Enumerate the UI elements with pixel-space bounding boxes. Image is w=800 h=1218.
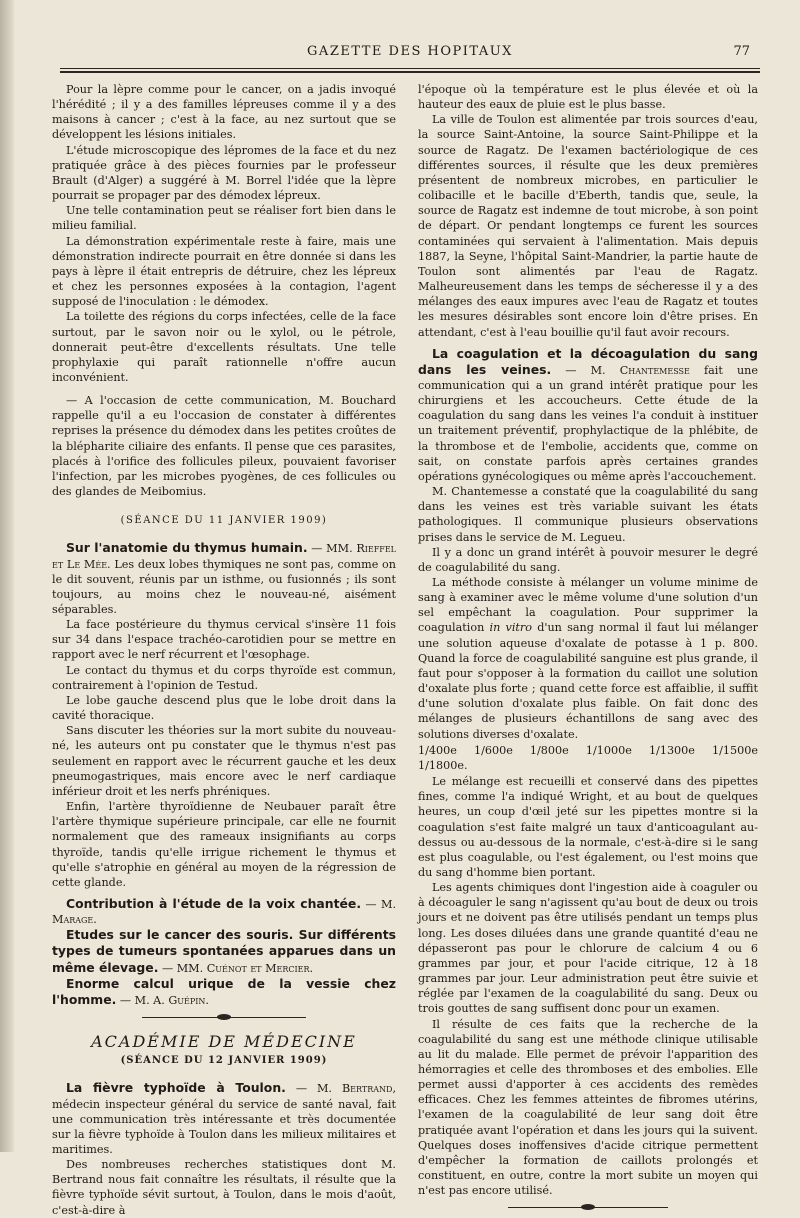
paragraph: Une telle contamination peut se réaliser fort bien dans le milieu familial. bbox=[52, 204, 396, 233]
session-date: (SÉANCE DU 12 JANVIER 1909) bbox=[120, 1055, 328, 1067]
paragraph: L'étude microscopique des lépromes de la face et du nez pratiquée grâce à des pièces fournies par le professeur Brault (d'Alger) a suggéré à M. Borrel l'idée que la lèpre pourrait se propager par des démodex lépreux. bbox=[52, 143, 396, 203]
header-rule-thick bbox=[60, 71, 760, 73]
paragraph: Il résulte de ces faits que la recherche de la coagulabilité du sang est une méthode clinique utilisable au lit du malade. Elle permet de prévoir l'apparition des hémorragies et celle des thromboses et des embolies. Elle permet aussi d'apporter à ces accidents des remèdes efficaces. Chez les femmes atteintes de fibromes utérins, l'examen de la coagulabilité de leur sang doit être pratiquée avant l'opération et dans les jours qui la suivent. Quelques doses inoffensives d'acide citrique permettent d'empêcher la formation de caillots prolongés et constituent, en outre, contre la mort subite un moyen qui n'est pas encore utilisé. bbox=[418, 1017, 758, 1198]
dilution-list: 1/400e 1/600e 1/800e 1/1000e 1/1300e 1/1500e 1/1800e. bbox=[418, 743, 758, 772]
paragraph: La ville de Toulon est alimentée par trois sources d'eau, la source Saint-Antoine, la source Saint-Philippe et la source de Ragatz. De l'examen bactériologique de ces différentes sources, il résulte que les deux premières présentent de nombreux microbes, en particulier le colibacille et le bacille d'Eberth, tandis que, seule, la source de Ragatz est indemne de tout microbe, à son point de départ. Or pendant longtemps ce furent les sources contaminées qui servaient à l'alimentation. Mais depuis 1887, la Seyne, l'hôpital Saint-Mandrier, la partie haute de Toulon sont alimentés par l'eau de Ragatz. Malheureusement dans les temps de sécheresse il y a des mélanges des eaux impures avec l'eau de Ragatz et toutes les mesures désirables sont encore loin d'être prises. En attendant, c'est à l'eau bouillie qu'il faut avoir recours. bbox=[418, 113, 758, 339]
paragraph: M. Chantemesse a constaté que la coagulabilité du sang dans les veines est très variable suivant les états pathologiques. Il communique plusieurs observations prises dans le service de M. Legueu. bbox=[418, 485, 758, 544]
paragraph: Pour la lèpre comme pour le cancer, on a jadis invoqué l'hérédité ; il y a des familles lépreuses comme il y a des maisons à cancer ; c'est à la face, au nez surtout que se développent les lésions initiales. bbox=[52, 83, 396, 142]
article-souris bbox=[52, 927, 396, 975]
text-italic: in vitro bbox=[489, 621, 533, 635]
paragraph: La démonstration expérimentale reste à faire, mais une démonstration indirecte pourrait en être donnée si dans les pays à lèpre il était entrepris de détruire, chez les lépreux et chez les personnes exposées à la contagion, l'agent supposé de l'inoculation : le démodex. bbox=[52, 234, 396, 309]
session-date: (SÉANCE DU 11 JANVIER 1909) bbox=[120, 515, 328, 527]
paragraph: Le mélange est recueilli et conservé dans des pipettes fines, comme l'a indiqué Wright, et au bout de quelques heures, un coup d'œil jeté sur les pipettes montre si la coagulation s'est faite malgré un taux d'anticoagulant au-dessus ou au-dessous de la normale, c'est-à-dire si le sang est plus coagulable, ou l'est également, ou l'est moins que du sang d'homme bien portant. bbox=[418, 775, 758, 879]
article-voice bbox=[52, 896, 396, 927]
page-header bbox=[60, 44, 760, 64]
text-run: La méthode consiste à mélanger un volume minime de sang à examiner avec le même volume d'une solution d'un sel empêchant la coagulation. Pour supprimer la coagulation bbox=[418, 576, 758, 635]
article-authors: — MM. Rieffel et Le Mée. bbox=[52, 542, 396, 571]
page-binding-edge bbox=[0, 0, 14, 1152]
article-coagulation bbox=[418, 346, 758, 484]
right-column bbox=[418, 82, 758, 1218]
article-authors: — MM. Cuénot et Mercier. bbox=[158, 961, 314, 975]
article-thymus bbox=[52, 540, 396, 617]
section-title: ACADÉMIE DE MÉDECINE bbox=[91, 1032, 357, 1052]
article-heading: La coagulation et la décoagulation du sang dans les veines. bbox=[418, 345, 758, 377]
paragraph: Il y a donc un grand intérêt à pouvoir mesurer le degré de coagulabilité du sang. bbox=[418, 545, 758, 574]
page-number: 77 bbox=[733, 44, 750, 59]
paragraph: La toilette des régions du corps infectées, celle de la face surtout, par le savon noir ou le xylol, ou le pétrole, donnerait peut-être d'excellents résultats. Une telle prophylaxie qui paraît rationnelle n'offre aucun inconvénient. bbox=[52, 310, 396, 384]
section-divider bbox=[418, 1202, 758, 1214]
article-heading: Contribution à l'étude de la voix chantée. bbox=[66, 895, 362, 911]
article-authors: — M. Marage. bbox=[52, 897, 396, 927]
paragraph: l'époque où la température est le plus élevée et où la hauteur des eaux de pluie est le plus basse. bbox=[418, 83, 758, 112]
article-authors: — M. A. Guépin. bbox=[116, 993, 209, 1007]
article-text: fait une communication qui a un grand intérêt pratique pour les chirurgiens et les accoucheurs. Cette étude de la coagulation du sang dans les veines l'a conduit à instituer un traitement préventif, prophylactique de la phlébite, de la thrombose et de l'embolie, accidents que, comme on sait, on constate parfois après certaines grandes opérations gynécologiques ou même après l'accouchement. bbox=[418, 363, 758, 483]
paragraph: Le lobe gauche descend plus que le lobe droit dans la cavité thoracique. bbox=[52, 693, 396, 723]
paragraph: Le contact du thymus et du corps thyroïde est commun, contrairement à l'opinion de Testud. bbox=[52, 663, 396, 692]
section-divider bbox=[52, 1012, 396, 1024]
paragraph: Les agents chimiques dont l'ingestion aide à coaguler ou à décoaguler le sang n'agissent qu'au bout de deux ou trois jours et ne doivent pas être utilisés pendant un temps plus long. Les doses diluées dans une grande quantité d'eau ne dépasseront pas pour le chlorure de calcium 4 ou 6 grammes par jour, et pour l'acide citrique, 12 à 18 grammes par jour. Leur administration peut être suivie et réglée par l'examen de la coagulabilité du sang. Deux ou trois gouttes de sang suffisent donc pour un examen. bbox=[418, 881, 758, 1016]
article-text: Les deux lobes thymiques ne sont pas, comme on le dit souvent, réunis par un isthme, ou fusionnés ; ils sont toujours, au moins chez le nouveau-né, aisément séparables. bbox=[52, 557, 396, 616]
article-heading: Enorme calcul urique de la vessie chez l'homme. bbox=[52, 975, 396, 1007]
article-heading: La fièvre typhoïde à Toulon. bbox=[66, 1080, 286, 1096]
article-typhoid bbox=[52, 1080, 396, 1157]
paragraph: — A l'occasion de cette communication, M. Bouchard rappelle qu'il a eu l'occasion de constater à différentes reprises la présence du démodex dans les petites croûtes de la blépharite ciliaire des enfants. Il pense que ces parasites, placés à l'orifice des follicules pileux, pouvaient favoriser l'infection, par les microbes pyogènes, de ces follicules ou des glandes de Meibomius. bbox=[52, 394, 396, 499]
paragraph bbox=[418, 575, 758, 742]
article-authors: — M. Bertrand, bbox=[285, 1082, 397, 1096]
paragraph: Sans discuter les théories sur la mort subite du nouveau-né, les auteurs ont pu constater que le thymus n'est pas seulement en rapport avec le récurrent gauche et les deux pneumogastriques, mais encore avec le nerf cardiaque inférieur droit et les nerfs phréniques. bbox=[52, 724, 396, 798]
article-heading: Sur l'anatomie du thymus humain. bbox=[66, 540, 308, 556]
paragraph: La face postérieure du thymus cervical s'insère 11 fois sur 34 dans l'espace trachéo-carotidien pour se mettre en rapport avec le nerf récurrent et l'œsophage. bbox=[52, 618, 396, 662]
header-rule-thin bbox=[60, 68, 760, 69]
article-authors: — M. Chantemesse bbox=[551, 363, 690, 377]
article-text: médecin inspecteur général du service de santé naval, fait une communication très intéressante et très documentée sur la fièvre typhoïde à Toulon dans les milieux militaires et maritimes. bbox=[52, 1097, 396, 1156]
text-run: d'un sang normal il faut lui mélanger une solution aqueuse d'oxalate de potasse à 1 p. 800. Quand la force de coagulabilité sanguine est plus grande, il faut pour s'opposer à la formation du caillot une solution d'oxalate plus forte ; quand cette force est affaiblie, il suffit d'une solution d'oxalate plus faible. On fait donc des mélanges de plusieurs échantillons de sang avec des solutions diverses d'oxalate. bbox=[418, 621, 758, 741]
paragraph: Des nombreuses recherches statistiques dont M. Bertrand nous fait connaître les résultats, il résulte que la fièvre typhoïde sévit surtout, à Toulon, dans le mois d'août, c'est-à-dire à bbox=[52, 1158, 396, 1217]
left-column bbox=[52, 82, 396, 1218]
article-urique bbox=[52, 976, 396, 1008]
paragraph: Enfin, l'artère thyroïdienne de Neubauer paraît être l'artère thymique supérieure principale, car elle ne fournit normalement que des rameaux insignifiants au corps thyroïde, tandis qu'elle irrigue richement le thymus et qu'elle s'atrophie en général au moyen de la régression de cette glande. bbox=[52, 800, 396, 889]
journal-title: GAZETTE DES HOPITAUX bbox=[307, 44, 513, 59]
article-heading: Etudes sur le cancer des souris. Sur différents types de tumeurs spontanées apparues dans un même élevage. bbox=[52, 927, 396, 975]
